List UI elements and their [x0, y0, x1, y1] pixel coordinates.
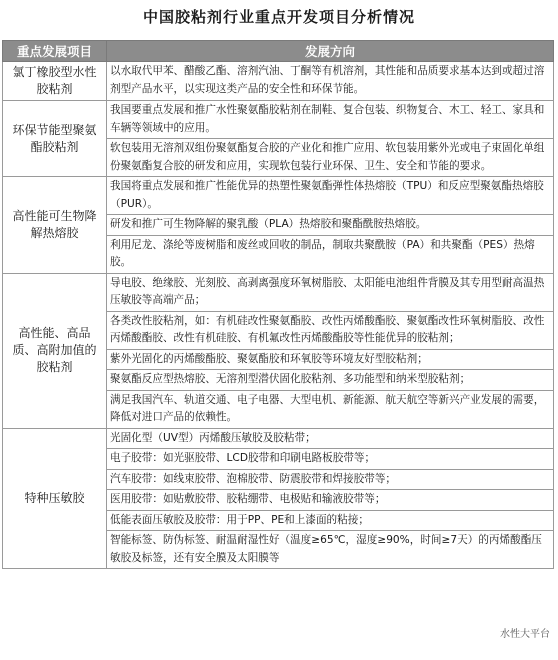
direction-cell: 导电胶、绝缘胶、光刻胶、高剥离强度环氧树脂胶、太阳能电池组件背膜及其专用型耐高温热压敏胶等高端产品； [107, 273, 554, 311]
direction-cell: 电子胶带：如光驱胶带、LCD胶带和印刷电路板胶带等； [107, 449, 554, 470]
table-row [3, 428, 554, 449]
direction-cell: 光固化型（UV型）丙烯酸压敏胶及胶粘带； [107, 428, 554, 449]
category-cell: 特种压敏胶 [3, 428, 107, 569]
category-cell: 高性能、高品质、高附加值的胶粘剂 [3, 273, 107, 428]
direction-cell: 利用尼龙、涤纶等废树脂和废丝或回收的制品，制取共聚酰胺（PA）和共聚酯（PES）热熔胶。 [107, 235, 554, 273]
table-row [3, 101, 554, 139]
header-key-project: 重点发展项目 [3, 41, 107, 62]
direction-cell: 软包装用无溶剂双组份聚氨酯复合胶的产业化和推广应用、软包装用紫外光或电子束固化单组份聚氨酯复合胶的研发和应用，实现软包装行业环保、卫生、安全和节能的要求。 [107, 139, 554, 177]
direction-cell: 低能表面压敏胶及胶带：用于PP、PE和上漆面的粘接； [107, 510, 554, 531]
table-row [3, 177, 554, 215]
table-row [3, 273, 554, 311]
category-cell: 高性能可生物降解热熔胶 [3, 177, 107, 274]
direction-cell: 汽车胶带：如线束胶带、泡棉胶带、防震胶带和焊接胶带等； [107, 469, 554, 490]
category-cell: 环保节能型聚氨酯胶粘剂 [3, 101, 107, 177]
direction-cell: 医用胶带：如贴敷胶带、胶粘绷带、电极贴和输液胶带等； [107, 490, 554, 511]
table-header-row [3, 41, 554, 62]
direction-cell: 紫外光固化的丙烯酸酯胶、聚氨酯胶和环氧胶等环境友好型胶粘剂； [107, 349, 554, 370]
direction-cell: 研发和推广可生物降解的聚乳酸（PLA）热熔胶和聚酯酰胺热熔胶。 [107, 215, 554, 236]
direction-cell: 我国将重点发展和推广性能优异的热塑性聚氨酯弹性体热熔胶（TPU）和反应型聚氨酯热熔胶（PUR）。 [107, 177, 554, 215]
project-table [2, 40, 554, 569]
header-direction: 发展方向 [107, 41, 554, 62]
direction-cell: 智能标签、防伪标签、耐温耐湿性好（温度≥65℃，湿度≥90%，时间≥7天）的丙烯酸酯压敏胶及标签，还有安全膜及太阳膜等 [107, 531, 554, 569]
direction-cell: 我国要重点发展和推广水性聚氨酯胶粘剂在制鞋、复合包装、织物复合、木工、轻工、家具和车辆等领域中的应用。 [107, 101, 554, 139]
table-row [3, 62, 554, 101]
direction-cell: 各类改性胶粘剂，如：有机硅改性聚氨酯胶、改性丙烯酸酯胶、聚氨酯改性环氧树脂胶、改性丙烯酸酯胶、改性有机硅胶、有机氟改性丙烯酸酯胶等性能优异的胶粘剂； [107, 311, 554, 349]
category-cell: 氯丁橡胶型水性胶粘剂 [3, 62, 107, 101]
direction-cell: 以水取代甲苯、醋酸乙酯、溶剂汽油、丁酮等有机溶剂，其性能和品质要求基本达到或超过溶剂型产品水平，以实现这类产品的安全性和环保节能。 [107, 62, 554, 101]
page-title: 中国胶粘剂行业重点开发项目分析情况 [142, 8, 415, 26]
direction-cell: 聚氨酯反应型热熔胶、无溶剂型潜伏固化胶粘剂、多功能型和纳米型胶粘剂； [107, 370, 554, 391]
watermark: 水性大平台 [498, 625, 552, 640]
direction-cell: 满足我国汽车、轨道交通、电子电器、大型电机、新能源、航天航空等新兴产业发展的需要，降低对进口产品的依赖性。 [107, 390, 554, 428]
